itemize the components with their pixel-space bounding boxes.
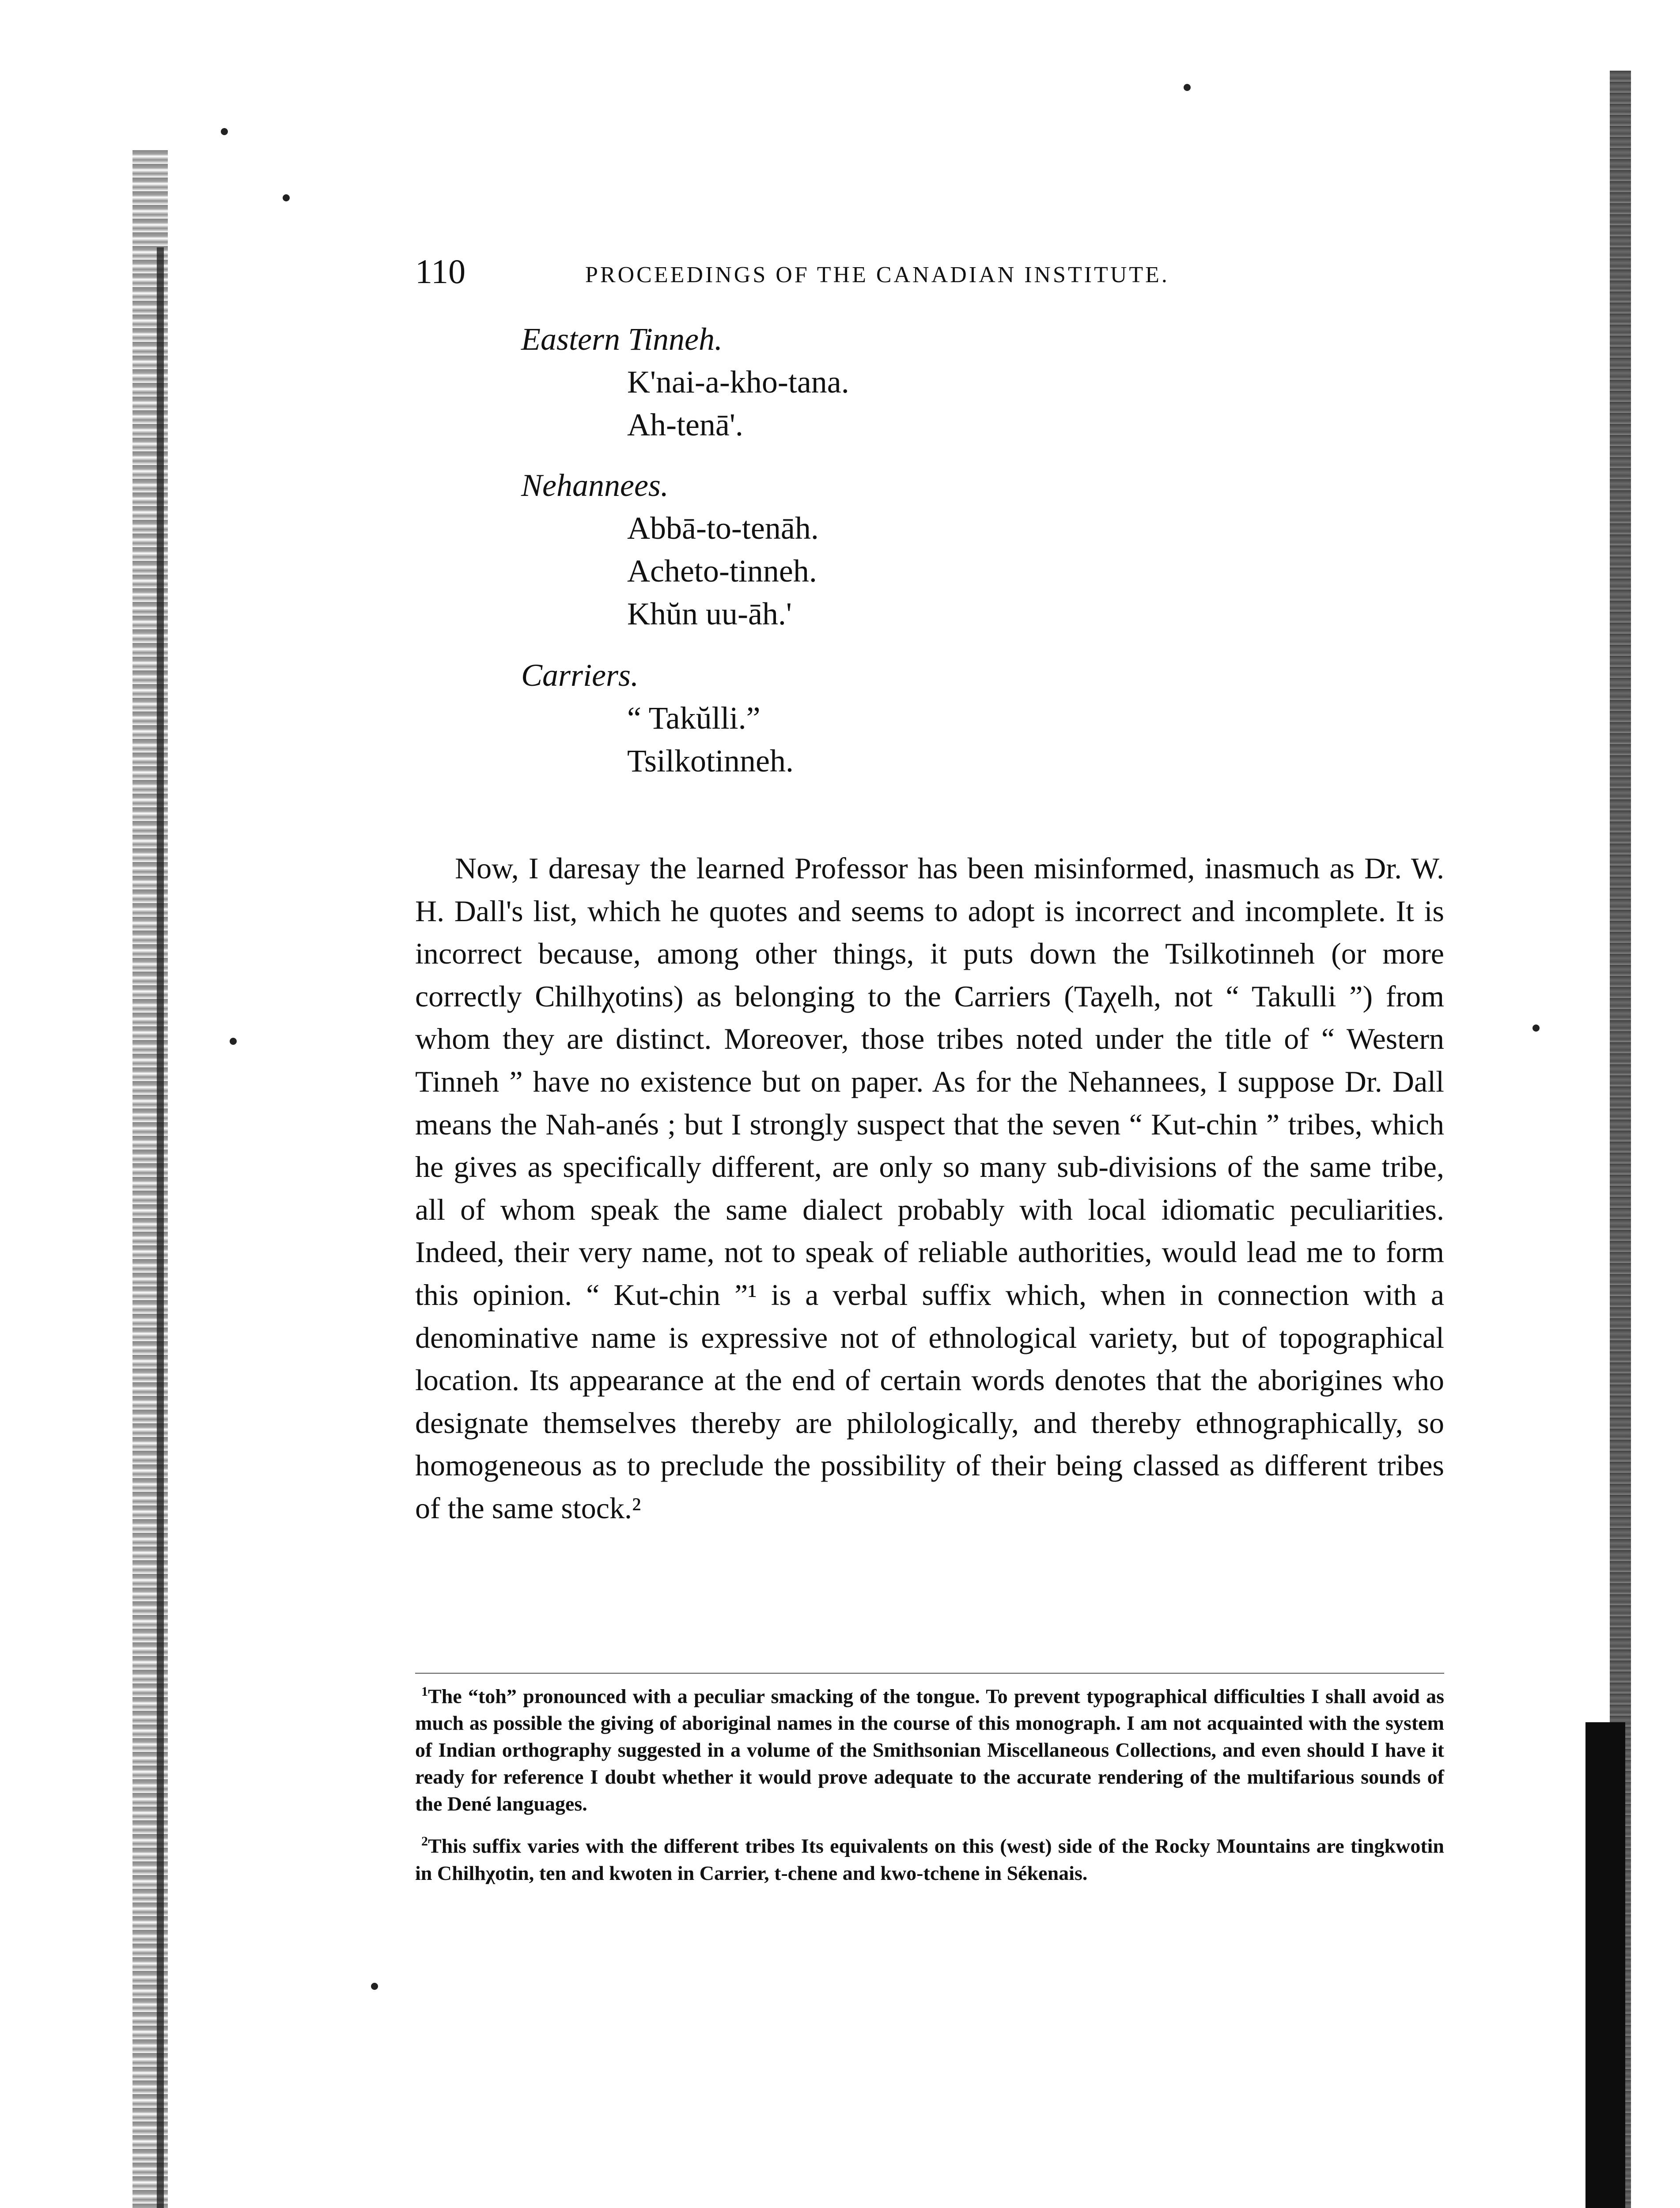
tribe-entry: Acheto-tinneh. (627, 553, 817, 589)
scan-speck (221, 128, 228, 135)
tribe-entry: Khŭn uu-āh.' (627, 596, 792, 631)
tribe-list (521, 318, 1139, 783)
footnote-2 (415, 1828, 1444, 1886)
footnote-divider (415, 1673, 1444, 1674)
footnote-text: This suffix varies with the different tribes Its equivalents on this (west) side of the Rocky Mountains are tingkwotin in Chilhχotin, ten and kwoten in Carrier, t-chene and kwo-tchene in Sékenais. (415, 1834, 1444, 1884)
footnote-mark: 1 (421, 1684, 428, 1699)
running-head: PROCEEDINGS OF THE CANADIAN INSTITUTE. (585, 262, 1169, 287)
tribe-group-nehannees (521, 464, 1139, 635)
scan-speck (283, 194, 290, 201)
scan-speck (1184, 84, 1191, 91)
footnote-1 (415, 1678, 1444, 1817)
footnote-text: The “toh” pronounced with a peculiar smacking of the tongue. To prevent typographical difficulties I shall avoid as much as possible the giving of aboriginal names in the course of this monograph. I am not acquainted with the system of Indian orthography suggested in a volume of the Smithsonian Miscellaneous Collections, and even should I have it ready for reference I doubt whether it would prove adequate to the accurate rendering of the multifarious sounds of the Dené languages. (415, 1685, 1444, 1815)
footnotes (415, 1678, 1444, 1897)
footnote-mark: 2 (421, 1834, 428, 1849)
tribe-group-eastern-tinneh (521, 318, 1139, 446)
scan-speck (371, 1983, 378, 1990)
group-heading: Nehannees. (521, 468, 669, 503)
group-heading: Carriers. (521, 658, 639, 693)
tribe-entry: K'nai-a-kho-tana. (627, 364, 849, 400)
group-heading: Eastern Tinneh. (521, 321, 723, 357)
tribe-entry: Abbā-to-tenāh. (627, 510, 819, 546)
tribe-entry: Ah-tenā'. (627, 407, 743, 442)
scan-edge-right-dark (1585, 1722, 1625, 2208)
page-header (415, 247, 1444, 296)
tribe-group-carriers (521, 654, 1139, 783)
tribe-entry: “ Takŭlli.” (627, 700, 761, 736)
page-number: 110 (415, 252, 466, 291)
scan-edge-left-line (157, 247, 164, 2208)
body-paragraph: Now, I daresay the learned Professor has been misinformed, inasmuch as Dr. W. H. Dall's list, which he quotes and seems to adopt is incorrect and incomplete. It is incorrect because, among other things, it puts down the Tsilkotinneh (or more correctly Chilhχotins) as belonging to the Carriers (Taχelh, not “ Takulli ”) from whom they are distinct. Moreover, those tribes noted under the title of “ Western Tinneh ” have no existence but on paper. As for the Nehannees, I suppose Dr. Dall means the Nah-anés ; but I strongly suspect that the seven “ Kut-chin ” tribes, which he gives as specifically different, are only so many sub-divisions of the same tribe, all of whom speak the same dialect probably with local idiomatic peculiarities. Indeed, their very name, not to speak of reliable authorities, would lead me to form this opinion. “ Kut-chin ”¹ is a verbal suffix which, when in connection with a denominative name is expressive not of ethnological variety, but of topographical location. Its appearance at the end of certain words denotes that the aborigines who designate themselves thereby are philologically, and thereby ethnographically, so homogeneous as to preclude the possibility of their being classed as different tribes of the same stock.² (415, 851, 1444, 1525)
tribe-entry: Tsilkotinneh. (627, 743, 794, 779)
scan-speck (230, 1038, 237, 1045)
scan-speck (1532, 1025, 1540, 1032)
